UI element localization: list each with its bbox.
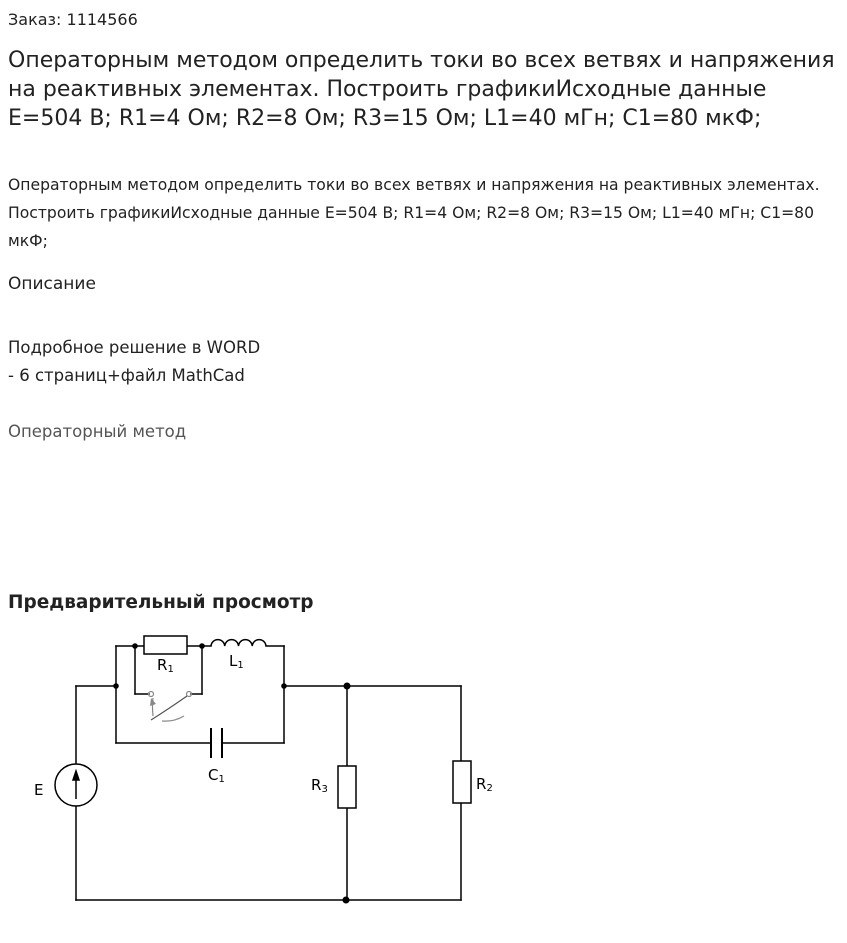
- label-c1: C1: [208, 766, 225, 785]
- source-arrow-head: [73, 771, 79, 780]
- switch-handle-arc: [162, 716, 184, 721]
- voltage-source-e: [55, 764, 97, 806]
- label-r2: R2: [476, 775, 493, 794]
- junction-dot-r1-in: [132, 643, 138, 649]
- label-l1: L1: [229, 652, 244, 671]
- junction-dot-r1-out: [199, 643, 205, 649]
- junction-dot-r3-top: [344, 683, 351, 690]
- preview-heading: Предварительный просмотр: [8, 592, 314, 613]
- junction-dot-block-right: [281, 683, 287, 689]
- switch-contact-left: [149, 692, 154, 697]
- description-heading: Описание: [8, 274, 96, 294]
- resistor-r1: [144, 636, 187, 654]
- switch-arrowhead: [150, 698, 156, 706]
- label-r1: R1: [157, 656, 174, 675]
- switch-action-arrow: [153, 698, 154, 716]
- inductor-l1: [211, 640, 266, 646]
- task-summary: Операторным методом определить токи во всех ветвях и напряжения на реактивных элементах. Построить графикиИсходные данные E=504 В; R1=4 Ом; R2=8 Ом; R3=15 Ом; L1=40 мГн; C1=80 мкФ;: [8, 176, 820, 250]
- label-e: E: [34, 781, 44, 799]
- junction-dot-r3-bottom: [343, 897, 350, 904]
- description-line-word: Подробное решение в WORD: [8, 338, 261, 357]
- label-r3: R3: [311, 776, 328, 795]
- resistor-r2: [453, 761, 471, 803]
- switch-blade: [151, 696, 187, 720]
- junction-dot-left: [113, 683, 119, 689]
- description-line-mathcad: - 6 страниц+файл MathCad: [8, 366, 245, 385]
- page-title: Операторным методом определить токи во всех ветвях и напряжения на реактивных элементах. Построить графикиИсходные данные E=504 В; R1=4 Ом; R2=8 Ом; R3=15 Ом; L1=40 мГн; C1=80 мкФ;: [8, 48, 835, 131]
- resistor-r3: [338, 766, 356, 808]
- category-tag-link[interactable]: Операторный метод: [8, 422, 187, 441]
- switch-contact-right: [187, 692, 192, 697]
- order-number: Заказ: 1114566: [8, 10, 138, 29]
